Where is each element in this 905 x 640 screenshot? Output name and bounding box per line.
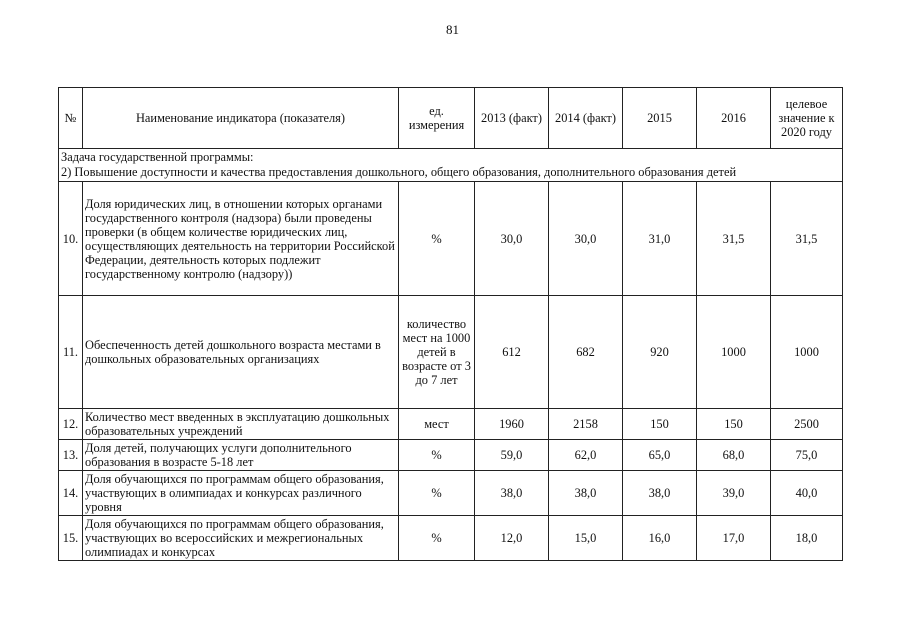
value-2014: 15,0 [549, 516, 623, 561]
unit-cell: % [399, 440, 475, 471]
task-cell [59, 149, 843, 182]
row-number: 14. [59, 471, 83, 516]
header-row [59, 88, 843, 149]
value-target: 1000 [771, 296, 843, 409]
header-target: целевое значение к 2020 году [771, 88, 843, 149]
table-row [59, 296, 843, 409]
value-2013: 12,0 [475, 516, 549, 561]
value-2014: 2158 [549, 409, 623, 440]
value-2014: 30,0 [549, 182, 623, 296]
task-text: 2) Повышение доступности и качества предоставления дошкольного, общего образования, дополнительного образования детей [61, 165, 737, 179]
unit-cell: % [399, 471, 475, 516]
value-2015: 150 [623, 409, 697, 440]
row-number: 11. [59, 296, 83, 409]
value-2013: 1960 [475, 409, 549, 440]
value-2014: 38,0 [549, 471, 623, 516]
header-2016: 2016 [697, 88, 771, 149]
header-2013: 2013 (факт) [475, 88, 549, 149]
row-number: 13. [59, 440, 83, 471]
indicators-table [58, 87, 843, 561]
value-2015: 31,0 [623, 182, 697, 296]
value-2015: 16,0 [623, 516, 697, 561]
unit-cell: мест [399, 409, 475, 440]
value-2016: 39,0 [697, 471, 771, 516]
value-2016: 31,5 [697, 182, 771, 296]
value-2016: 150 [697, 409, 771, 440]
header-num: № [59, 88, 83, 149]
header-unit: ед. измерения [399, 88, 475, 149]
value-2014: 682 [549, 296, 623, 409]
task-title: Задача государственной программы: [61, 150, 254, 164]
table-row [59, 409, 843, 440]
unit-cell: % [399, 516, 475, 561]
value-target: 75,0 [771, 440, 843, 471]
header-name: Наименование индикатора (показателя) [83, 88, 399, 149]
row-number: 10. [59, 182, 83, 296]
value-target: 18,0 [771, 516, 843, 561]
value-2013: 30,0 [475, 182, 549, 296]
value-2016: 68,0 [697, 440, 771, 471]
unit-cell: количество мест на 1000 детей в возрасте от 3 до 7 лет [399, 296, 475, 409]
value-2015: 65,0 [623, 440, 697, 471]
page-number: 81 [446, 22, 459, 37]
value-target: 31,5 [771, 182, 843, 296]
value-target: 40,0 [771, 471, 843, 516]
value-2015: 920 [623, 296, 697, 409]
value-2013: 612 [475, 296, 549, 409]
table-row [59, 182, 843, 296]
unit-cell: % [399, 182, 475, 296]
row-number: 15. [59, 516, 83, 561]
value-2016: 1000 [697, 296, 771, 409]
value-2013: 38,0 [475, 471, 549, 516]
row-number: 12. [59, 409, 83, 440]
value-2016: 17,0 [697, 516, 771, 561]
indicator-name: Доля юридических лиц, в отношении которых органами государственного контроля (надзора) были проведены проверки (в общем количестве юридических лиц, осуществляющих деятельность на территории Российской Федерации, деятельность которых подлежит государственному контролю (надзору)) [83, 182, 399, 296]
table-row [59, 516, 843, 561]
value-target: 2500 [771, 409, 843, 440]
indicator-name: Количество мест введенных в эксплуатацию дошкольных образовательных учреждений [83, 409, 399, 440]
header-2015: 2015 [623, 88, 697, 149]
indicator-name: Доля обучающихся по программам общего образования, участвующих во всероссийских и межрегиональных олимпиадах и конкурсах [83, 516, 399, 561]
indicator-name: Доля обучающихся по программам общего образования, участвующих в олимпиадах и конкурсах различного уровня [83, 471, 399, 516]
value-2015: 38,0 [623, 471, 697, 516]
value-2014: 62,0 [549, 440, 623, 471]
header-2014: 2014 (факт) [549, 88, 623, 149]
table-row [59, 440, 843, 471]
indicator-name: Обеспеченность детей дошкольного возраста местами в дошкольных образовательных организациях [83, 296, 399, 409]
task-row [59, 149, 843, 182]
table-row [59, 471, 843, 516]
value-2013: 59,0 [475, 440, 549, 471]
indicator-name: Доля детей, получающих услуги дополнительного образования в возрасте 5-18 лет [83, 440, 399, 471]
